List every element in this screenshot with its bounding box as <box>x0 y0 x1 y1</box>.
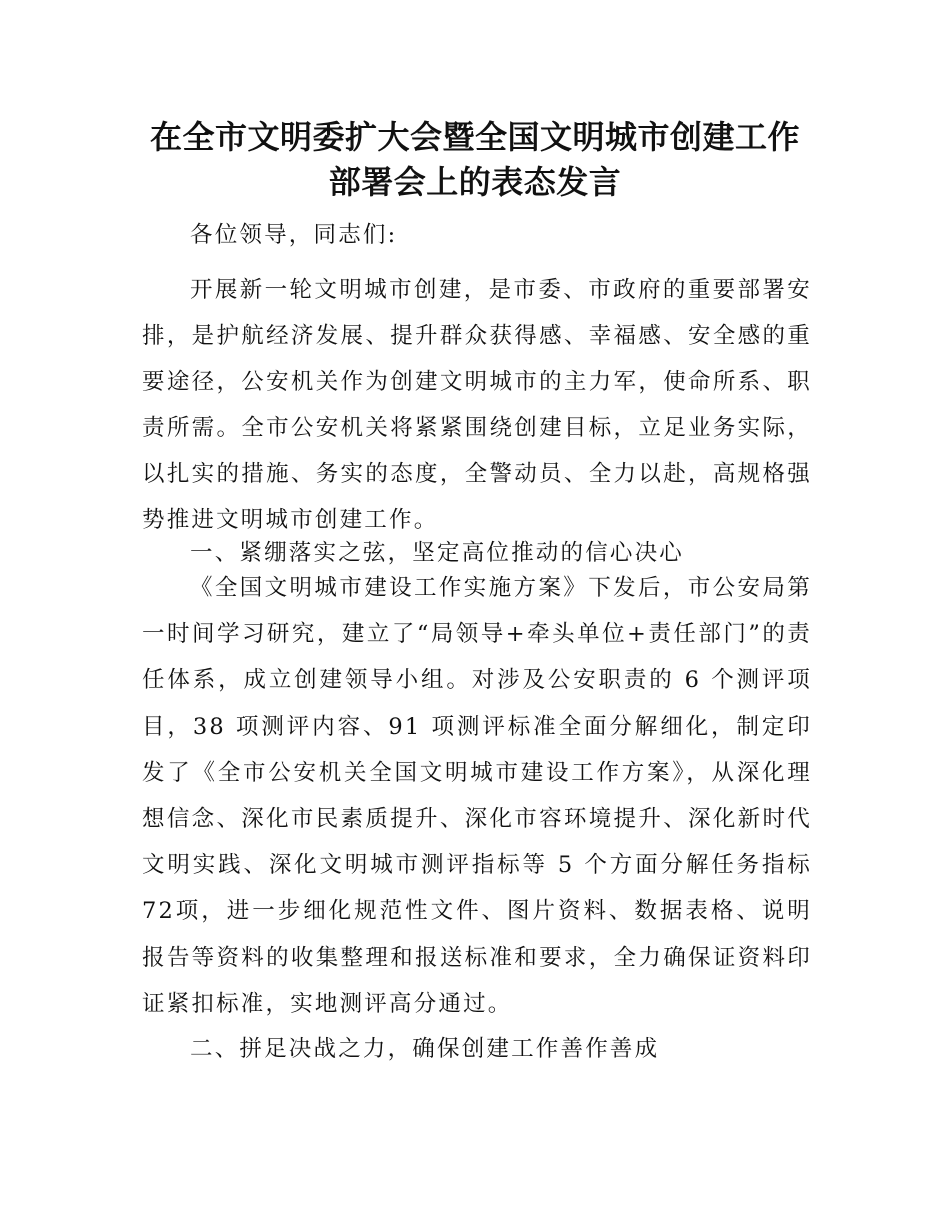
greeting: 各位领导，同志们: <box>190 222 398 248</box>
section-heading-1: 一、紧绷落实之弦，坚定高位推动的信心决心 <box>190 540 685 566</box>
document-title-line-1: 在全市文明委扩大会暨全国文明城市创建工作 <box>149 118 800 156</box>
paragraph-intro: 开展新一轮文明城市创建，是市委、市政府的重要部署安排，是护航经济发展、提升群众获得感、幸福感、安全感的重要途径，公安机关作为创建文明城市的主力军，使命所系、职责所需。全市公安机关将紧紧围绕创建目标，立足业务实际，以扎实的措施、务实的态度，全警动员、全力以赴，高规格强势推进文明城市创建工作。 <box>142 277 812 533</box>
document-title-line-2: 部署会上的表态发言 <box>328 163 622 201</box>
paragraph-section-1: 《全国文明城市建设工作实施方案》下发后，市公安局第一时间学习研究，建立了“局领导+牵头单位+责任部门”的责任体系，成立创建领导小组。对涉及公安职责的 6 个测评项目，38 项测评内容、91 项测评标准全面分解细化，制定印发了《全市公安机关全国文明城市建设工作方案》，从深化理想信念、深化市民素质提升、深化市容环境提升、深化新时代文明实践、深化文明城市测评指标等 5 个方面分解任务指标 72项，进一步细化规范性文件、图片资料、数据表格、说明报告等资料的收集整理和报送标准和要求，全力确保证资料印证紧扣标准，实地测评高分通过。 <box>142 575 812 1017</box>
section-heading-2: 二、拼足决战之力，确保创建工作善作善成 <box>190 1036 660 1062</box>
